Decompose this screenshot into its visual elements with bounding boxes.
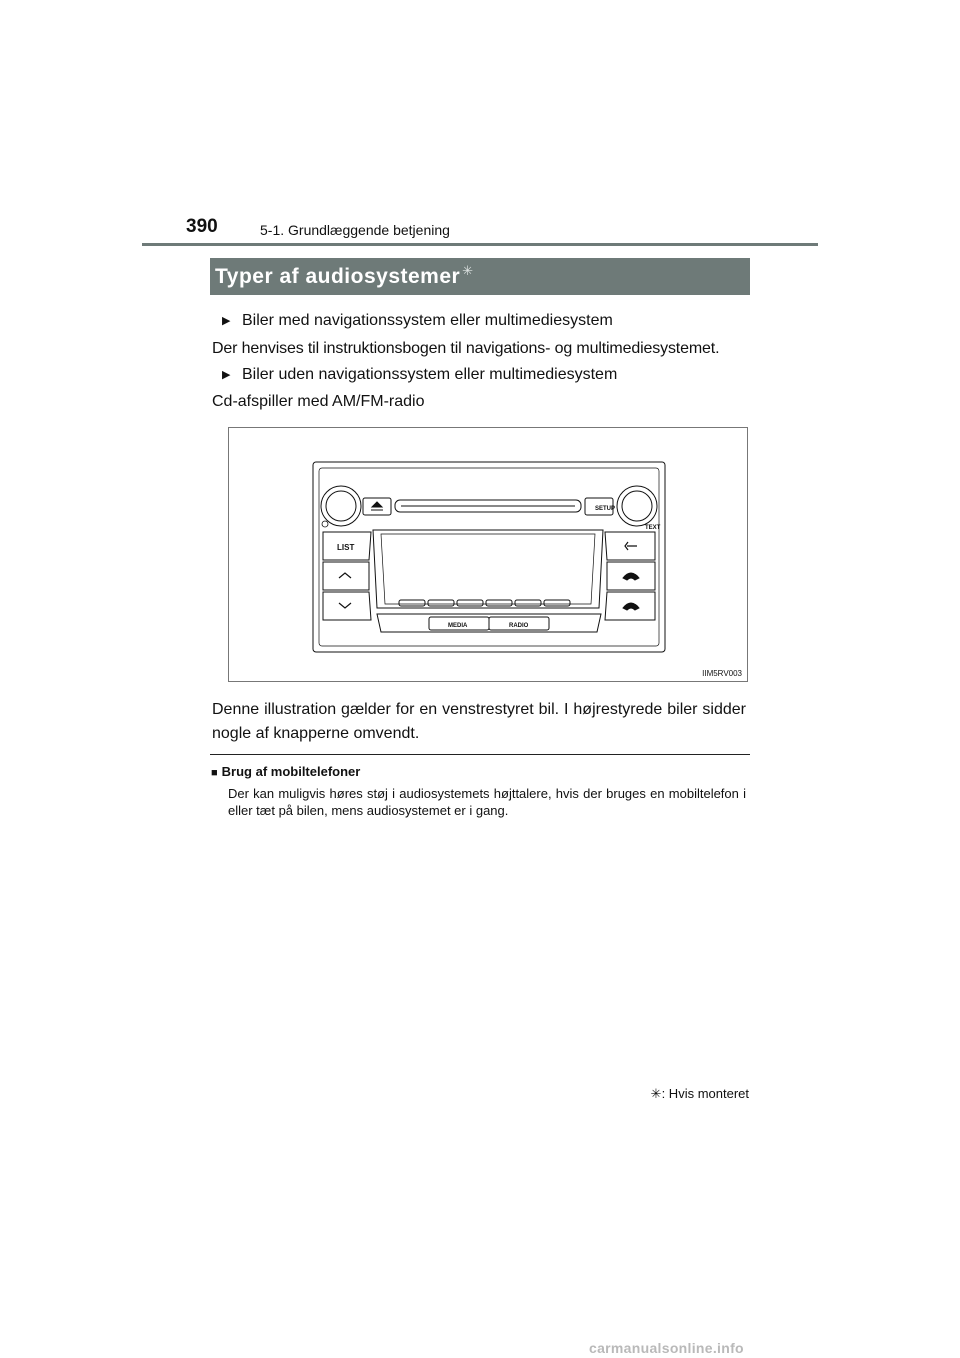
note-heading-text: Brug af mobiltelefoner: [221, 764, 361, 779]
section-divider: [210, 754, 750, 755]
watermark: carmanualsonline.info: [589, 1340, 744, 1356]
bullet-text: Biler med navigationssystem eller multimediesystem: [242, 312, 613, 329]
chapter-title: 5-1. Grundlæggende betjening: [260, 222, 450, 238]
paragraph-navigation-reference: Der henvises til instruktionsbogen til navigations- og multimediesystemet.: [212, 340, 720, 357]
page-number: 390: [186, 216, 218, 237]
media-label: MEDIA: [448, 623, 468, 629]
setup-label: SETUP: [595, 506, 616, 512]
list-label: LIST: [337, 543, 355, 552]
triangle-bullet-icon: ▶: [222, 315, 231, 327]
paragraph-cd-player: Cd-afspiller med AM/FM-radio: [212, 393, 425, 410]
section-banner: [210, 258, 750, 295]
footnote: [651, 1086, 749, 1102]
audio-unit-drawing: [229, 428, 747, 681]
note-text: Der kan muligvis høres støj i audiosystemets højttalere, hvis der bruges en mobiltelefon i eller tæt på bilen, mens audiosystemet er i gang.: [228, 786, 746, 818]
triangle-bullet-icon: ▶: [222, 369, 231, 381]
section-title: Typer af audiosystemer: [215, 265, 461, 288]
bullet-text: Biler uden navigationssystem eller multimediesystem: [242, 366, 618, 383]
header-rule: [142, 243, 818, 246]
section-title-mark: ✳: [462, 263, 474, 278]
footnote-text: : Hvis monteret: [661, 1086, 749, 1101]
audio-unit-illustration: [228, 427, 748, 682]
footnote-mark: ✳: [650, 1086, 662, 1101]
figure-caption: Denne illustration gælder for en venstrestyret bil. I højrestyrede biler sidder nogle af knapperne omvendt.: [212, 701, 746, 742]
bullet-without-navigation: [222, 366, 617, 384]
text-label: TEXT: [645, 525, 661, 531]
bullet-with-navigation: [222, 312, 613, 330]
radio-label: RADIO: [509, 623, 529, 629]
note-heading: [211, 764, 360, 779]
figure-code: IIM5RV003: [702, 669, 742, 678]
square-bullet-icon: ■: [211, 767, 218, 779]
